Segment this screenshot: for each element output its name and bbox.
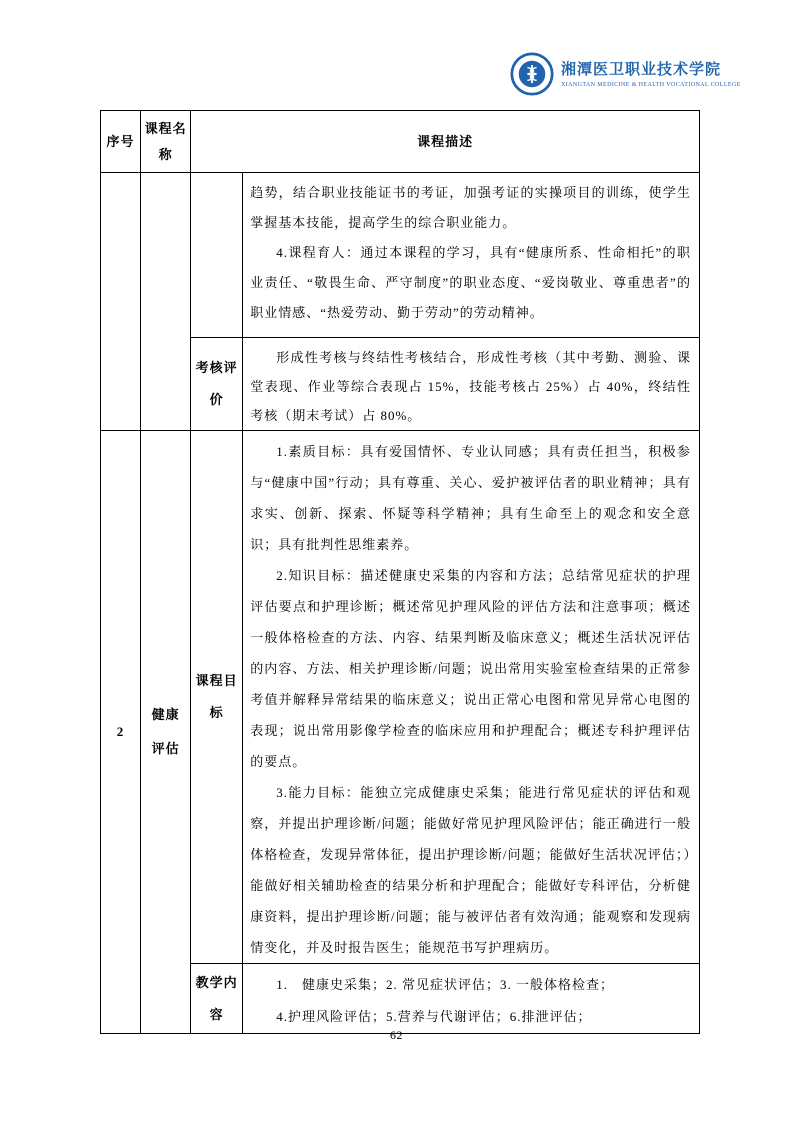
paragraph: 形成性考核与终结性考核结合，形成性考核（其中考勤、测验、课堂表现、作业等综合表现占 15%，技能考核占 25%）占 40%，终结性考核（期末考试）占 80%。 [250, 350, 691, 423]
paragraph: 4.护理风险评估；5.营养与代谢评估；6.排泄评估； [276, 1009, 592, 1024]
college-logo [510, 52, 741, 96]
assessment-label-cell: 考核评价 [191, 338, 243, 431]
continuation-index-cell [101, 173, 141, 431]
header-index: 序号 [101, 111, 141, 173]
college-name-en: XIANGTAN MEDICINE & HEALTH VOCATIONAL COLLEGE [561, 81, 741, 88]
objectives-content-cell [243, 431, 700, 964]
paragraph: 趋势，结合职业技能证书的考证，加强考证的实操项目的训练，使学生掌握基本技能，提高学生的综合职业能力。 [250, 185, 691, 230]
continuation-description-cell [243, 173, 700, 338]
paragraph: 2.知识目标：描述健康史采集的内容和方法；总结常见症状的护理评估要点和护理诊断；概述常见护理风险的评估方法和注意事项；概述一般体格检查的方法、内容、结果判断及临床意义；概述生活状况评估的内容、方法、相关护理诊断/问题；说出常用实验室检查结果的正常参考值并解释异常结果的临床意义；说出正常心电图和常见异常心电图的表现；说出常用影像学检查的临床应用和护理配合；概述专科护理评估的要点。 [250, 568, 691, 769]
continuation-empty-label-cell [191, 173, 243, 338]
paragraph: 1. 健康史采集；2. 常见症状评估；3. 一般体格检查； [276, 977, 614, 992]
objectives-label-cell: 课程目标 [191, 431, 243, 964]
assessment-content-cell [243, 338, 700, 431]
row2-index-cell: 2 [101, 431, 141, 1034]
college-name-block [561, 59, 741, 90]
page-number: 62 [390, 1028, 403, 1042]
paragraph: 3.能力目标：能独立完成健康史采集；能进行常见症状的评估和观察，并提出护理诊断/问题；能做好常见护理风险评估；能正确进行一般体格检查，发现异常体征，提出护理诊断/问题；能做好生活状况评估；）能做好相关辅助检查的结果分析和护理配合；能做好专科评估，分析健康资料，提出护理诊断/问题；能与被评估者有效沟通；能观察和发现病情变化，并及时报告医生；能规范书写护理病历。 [250, 785, 691, 955]
assessment-row [101, 338, 700, 431]
header-description: 课程描述 [191, 111, 700, 173]
row2-course-name-cell: 健康评估 [141, 431, 191, 1034]
teaching-content-cell [243, 964, 700, 1034]
paragraph: 1.素质目标：具有爱国情怀、专业认同感；具有责任担当，积极参与“健康中国”行动；具有尊重、关心、爱护被评估者的职业精神；具有求实、创新、探索、怀疑等科学精神；具有生命至上的观念和安全意识；具有批判性思维素养。 [250, 444, 691, 552]
header-course-name: 课程名称 [141, 111, 191, 173]
college-name-cn: 湘潭医卫职业技术学院 [561, 61, 722, 78]
teaching-label-cell: 教学内容 [191, 964, 243, 1034]
continuation-description-row [101, 173, 700, 338]
continuation-course-name-cell [141, 173, 191, 431]
paragraph: 4.课程育人：通过本课程的学习，具有“健康所系、性命相托”的职业责任、“敬畏生命、严守制度”的职业态度、“爱岗敬业、尊重患者”的职业情感、“热爱劳动、勤于劳动”的劳动精神。 [250, 245, 691, 320]
table-header-row [101, 111, 700, 173]
course-description-table [100, 110, 700, 1034]
teaching-content-row [101, 964, 700, 1034]
college-emblem-icon [510, 52, 554, 96]
course-objectives-row [101, 431, 700, 964]
